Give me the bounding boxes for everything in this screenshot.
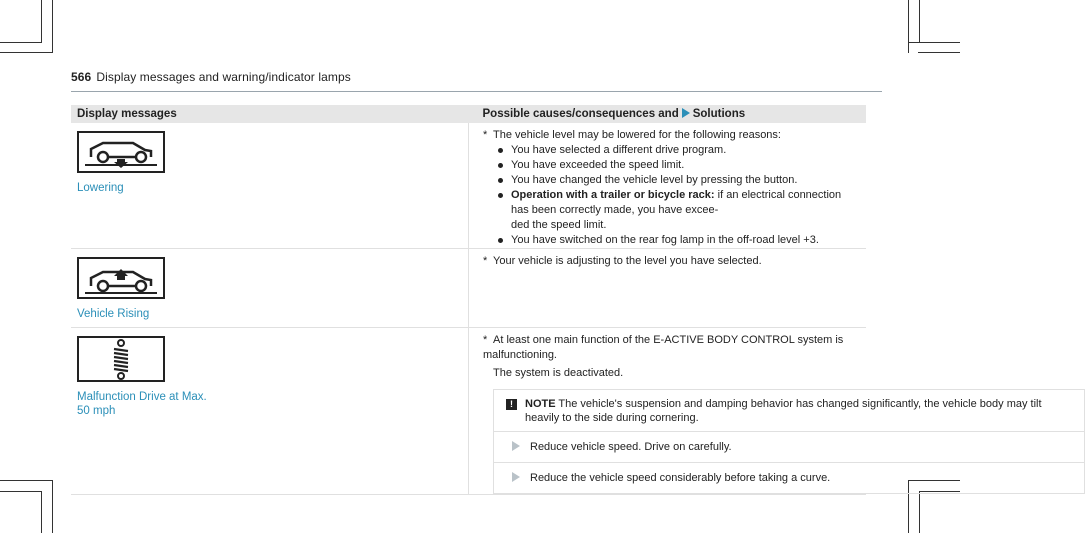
- crop-mark: [41, 491, 42, 533]
- table-row: Lowering * The vehicle level may be lowered for the following reasons: You have selected a different drive program. You have exceeded the speed limit. You have changed the vehicle level by pressing the button. Operation with a trailer or bicycle rack: if an electrical connection has been correctly made, you have excee- ded the speed limit. You have switched on the rear fog lamp in the off-road level +3.: [71, 123, 866, 249]
- crop-mark: [908, 0, 909, 53]
- crop-mark: [0, 480, 53, 481]
- column-heading-solutions: Possible causes/consequences and Solutions: [469, 105, 867, 123]
- system-status: The system is deactivated.: [493, 367, 624, 379]
- list-item: You have exceeded the speed limit.: [497, 158, 860, 173]
- crop-mark: [919, 491, 920, 533]
- display-messages-table: [71, 105, 1042, 495]
- crop-mark: [52, 0, 53, 53]
- cause-list: [483, 143, 860, 248]
- note-text: The vehicle's suspension and damping behavior has changed significantly, the vehicle body may tilt: [558, 398, 1042, 410]
- page-header: [71, 70, 351, 84]
- note-box: ! NOTE The vehicle's suspension and damping behavior has changed significantly, the vehicle body may tilt heavily to the side during cornering. Reduce vehicle speed. Drive on carefully. Reduce the vehicle speed considerably before taking a curve.: [493, 389, 1085, 494]
- cause-intro: Your vehicle is adjusting to the level you have selected.: [493, 255, 762, 267]
- crop-mark: [908, 42, 960, 43]
- crop-mark: [918, 52, 960, 53]
- table-row: Vehicle Rising * Your vehicle is adjusting to the level you have selected.: [71, 249, 866, 328]
- display-message-label: Malfunction Drive at Max. 50 mph: [77, 391, 207, 417]
- play-arrow-icon: [512, 472, 520, 482]
- solution-step: Reduce vehicle speed. Drive on carefully.: [494, 432, 1084, 463]
- header-divider: [71, 91, 882, 92]
- warning-icon: !: [506, 399, 517, 410]
- page-title: Display messages and warning/indicator lamps: [96, 70, 351, 84]
- column-heading-display-messages: Display messages: [71, 105, 469, 123]
- crop-mark: [52, 480, 53, 533]
- crop-mark: [0, 491, 42, 492]
- solution-step: Reduce the vehicle speed considerably before taking a curve.: [494, 463, 1084, 493]
- crop-mark: [0, 42, 42, 43]
- cause-intro: The vehicle level may be lowered for the following reasons:: [493, 129, 781, 141]
- note-label: NOTE: [525, 398, 556, 410]
- list-item: You have changed the vehicle level by pressing the button.: [497, 173, 860, 188]
- suspension-spring-icon: [77, 336, 165, 382]
- display-message-label: Vehicle Rising: [77, 308, 150, 320]
- crop-mark: [919, 0, 920, 42]
- list-item: You have selected a different drive program.: [497, 143, 860, 158]
- vehicle-rising-icon: [77, 257, 165, 299]
- crop-mark: [41, 0, 42, 42]
- vehicle-lowering-icon: [77, 131, 165, 173]
- display-message-label: Lowering: [77, 182, 124, 194]
- list-item: Operation with a trailer or bicycle rack: if an electrical connection has been correctly made, you have excee- ded the speed limit.: [497, 188, 860, 233]
- play-arrow-icon: [682, 108, 690, 118]
- table-row: Malfunction Drive at Max. 50 mph * At least one main function of the E-ACTIVE BODY CONTROL system is malfunctioning. The system is deactivated. ! NOTE The vehicle's suspension and damping behavior has changed significantly, the vehicle body may tilt heavily to the side during cornering. Reduce vehicle speed. Drive on carefully. Reduce the vehicle speed considerably before taking a curve.: [71, 328, 866, 495]
- crop-mark: [0, 52, 53, 53]
- play-arrow-icon: [512, 441, 520, 451]
- list-item: You have switched on the rear fog lamp in the off-road level +3.: [497, 233, 860, 248]
- cause-intro: At least one main function of the E-ACTIVE BODY CONTROL system is malfunctioning.: [483, 334, 844, 361]
- page-number: 566: [71, 70, 92, 84]
